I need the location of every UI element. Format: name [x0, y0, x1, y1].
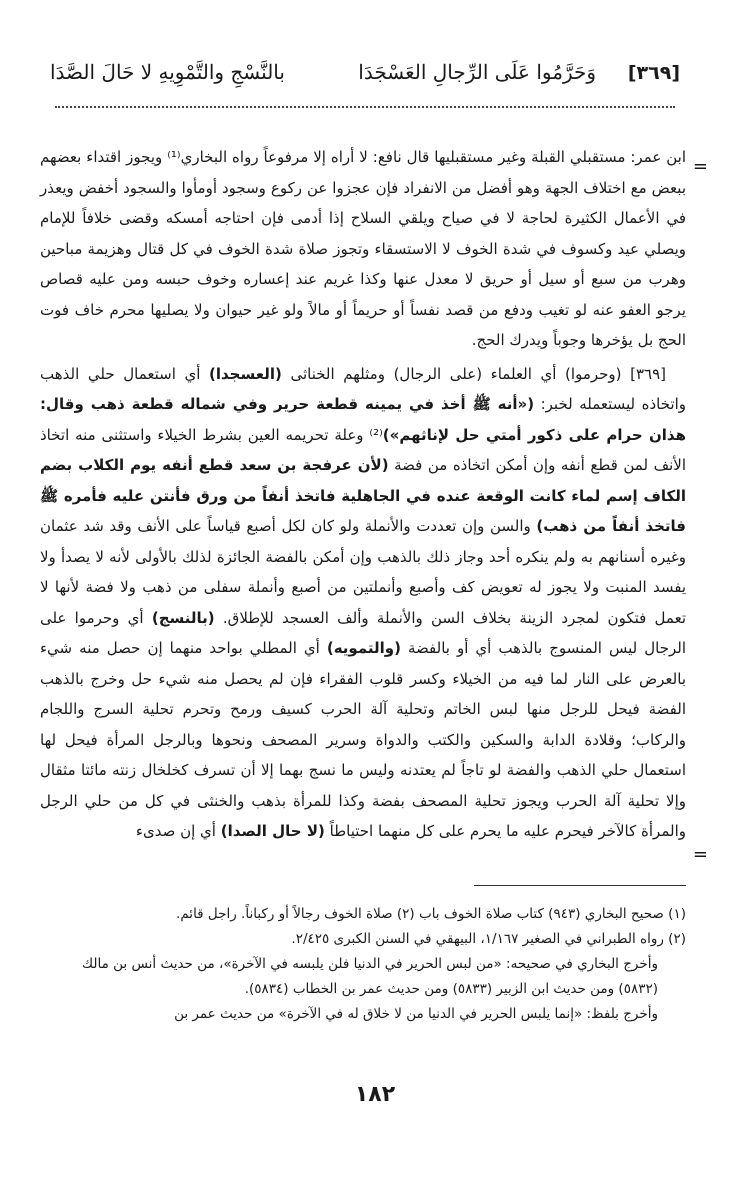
- footnote-2: (٢) رواه الطبراني في الصغير ١/١٦٧، البيهقي في السنن الكبرى ٢/٤٢٥.: [291, 931, 686, 947]
- continuation-mark-end: =: [692, 844, 708, 865]
- p2-s7: والسن وإن تعددت والأنملة ولو كان لكل أصبع قياساً على الأنف وقد شد عثمان وغيره أسنانهم به ولم ينكره أحد وجاز ذلك بالذهب وإن أمكن بالفضة الجائزة لذلك بالأولى لأنه لا يصدأ ولا يفسد المنبت ولا يجوز له تعويض كف وأصبع وأنملتين من أصبع وأنملة سفلى من ذهب ولا فضة لأنها لا تعمل فتكون لمجرد الزينة بخلاف السن والأنملة وألف العسجد للإطلاق.: [40, 517, 686, 627]
- header-verse-first-hemistich: وَحَرَّمُوا عَلَى الرِّجالِ العَسْجَدَا: [358, 60, 596, 84]
- header-number: [٣٦٩]: [627, 62, 680, 84]
- header-dotted-rule: [55, 106, 675, 108]
- footnote-1: (١) صحيح البخاري (٩٤٣) كتاب صلاة الخوف باب (٢) صلاة الخوف رجالاً أو ركباناً. راجل قائم.: [176, 906, 686, 922]
- footnotes: [40, 902, 686, 1027]
- p2-s5: ⁽²⁾ وعلة تحريمه العين بشرط الخيلاء واستثنى منه اتخاذ الأنف لمن قطع أنفه وإن أمكن اتخاذه من فضة: [40, 425, 686, 474]
- p2-s4-hadith: («أنه ﷺ أخذ في يمينه قطعة حرير وفي شماله قطعة ذهب وقال: هذان حرام على ذكور أمتي حل لإناثهم»): [40, 395, 686, 444]
- footnote-2-continuation: وأخرج البخاري في صحيحه: «من لبس الحرير في الدنيا فلن يلبسه في الآخرة»، من حديث أنس بن مالك (٥٨٣٢) ومن حديث ابن الزبير (٥٨٣٣) ومن حديث عمر بن الخطاب (٥٨٣٤).: [82, 956, 658, 997]
- page-header: [50, 60, 680, 94]
- p2-s3: أي استعمال حلي الذهب واتخاذه ليستعمله لخبر:: [40, 364, 686, 413]
- p2-s1: [٣٦٩] (وحرموا) أي العلماء (على الرجال) ومثلهم الخناثى: [281, 364, 666, 383]
- p2-s10: (والتمويه): [326, 639, 401, 657]
- continuation-mark-start: =: [692, 156, 708, 177]
- page-number: ١٨٢: [354, 1082, 396, 1107]
- header-verse-second-hemistich: بالنَّسْجِ والتَّمْوِيهِ لا حَالَ الصَّدَا: [50, 60, 285, 84]
- paragraph-commentary-369: [40, 359, 686, 847]
- p2-s6-athar: (لأن عرفجة بن سعد قطع أنفه يوم الكلاب بضم الكاف إسم لماء كانت الوقعة عنده في الجاهلية فاتخذ أنفاً من ورق فأنتن عليه فأمره ﷺ فاتخذ أنفاً من ذهب): [40, 456, 686, 535]
- footnote-separator: [474, 885, 686, 886]
- footnote-2-continuation-2: وأخرج بلفظ: «إنما يلبس الحرير في الدنيا من لا خلاق له في الآخرة» من حديث عمر بن: [174, 1006, 658, 1022]
- p2-s13: أي إن صدىء: [135, 822, 221, 840]
- p2-s8: (بالنسج): [151, 608, 215, 627]
- p2-s9: أي وحرموا على الرجال ليس المنسوج بالذهب أي أو بالفضة: [40, 608, 687, 657]
- main-text: [40, 142, 708, 865]
- p2-s12: (لا حال الصدا): [220, 822, 325, 840]
- p2-s11: أي المطلي بواحد منهما إن حصل منه شيء بالعرض على النار لما فيه من الخيلاء وكسر قلوب الفقراء فإن لم يحصل منه شيء حل وخرج بالذهب الفضة فيحل للرجل منها لبس الخاتم وتحلية آلة الحرب كسيف ورمح وتحرم تحلية السرج واللجام والركاب؛ وقلادة الدابة والسكين والكتب والدواة وسرير المصحف ونحوها وبالرجل المرأة فيحل لها استعمال حلي الذهب والفضة لو تاجاً لم يعتدنه وليس ما نسج بهما إلا أن تسرف كخلخال زنته مائتا مثقال وإلا تحلية آلة الحرب ويجوز تحلية المصحف بفضة وكذا للمرأة بذهب والخنثى في كل من حلي الرجل والمرأة كالآخر فيحرم عليه ما يحرم على كل منهما احتياطاً: [40, 639, 686, 840]
- p2-s2: (العسجدا): [209, 364, 282, 383]
- paragraph-continued: ابن عمر: مستقبلي القبلة وغير مستقبليها قال نافع: لا أراه إلا مرفوعاً رواه البخاري⁽¹⁾ ويجوز اقتداء بعضهم ببعض مع اختلاف الجهة وهو أفضل من الانفراد فإن عجزوا عن ركوع وسجود أومأوا والسجود أخفض ويعذر في الأعمال الكثيرة لحاجة لا في صياح ويلقي السلاح إذا أدمى فإن احتاجه أمسكه وقضى خلافاً للإمام ويصلي عيد وكسوف في شدة الخوف لا الاستسقاء وتجوز صلاة شدة الخوف في كل قتال وهزيمة مباحين وهرب من سبع أو سيل أو حريق لا معدل عنها وكذا غريم عند إعساره وخوف حبسه ومن عليه قصاص يرجو العفو عنه لو تغيب ودفع من قصد نفساً أو حريماً أو مالاً ولو غير حيوان ولا يصليها محرم خاف فوت الحج بل يؤخرها وجوباً ويدرك الحج.: [40, 148, 687, 349]
